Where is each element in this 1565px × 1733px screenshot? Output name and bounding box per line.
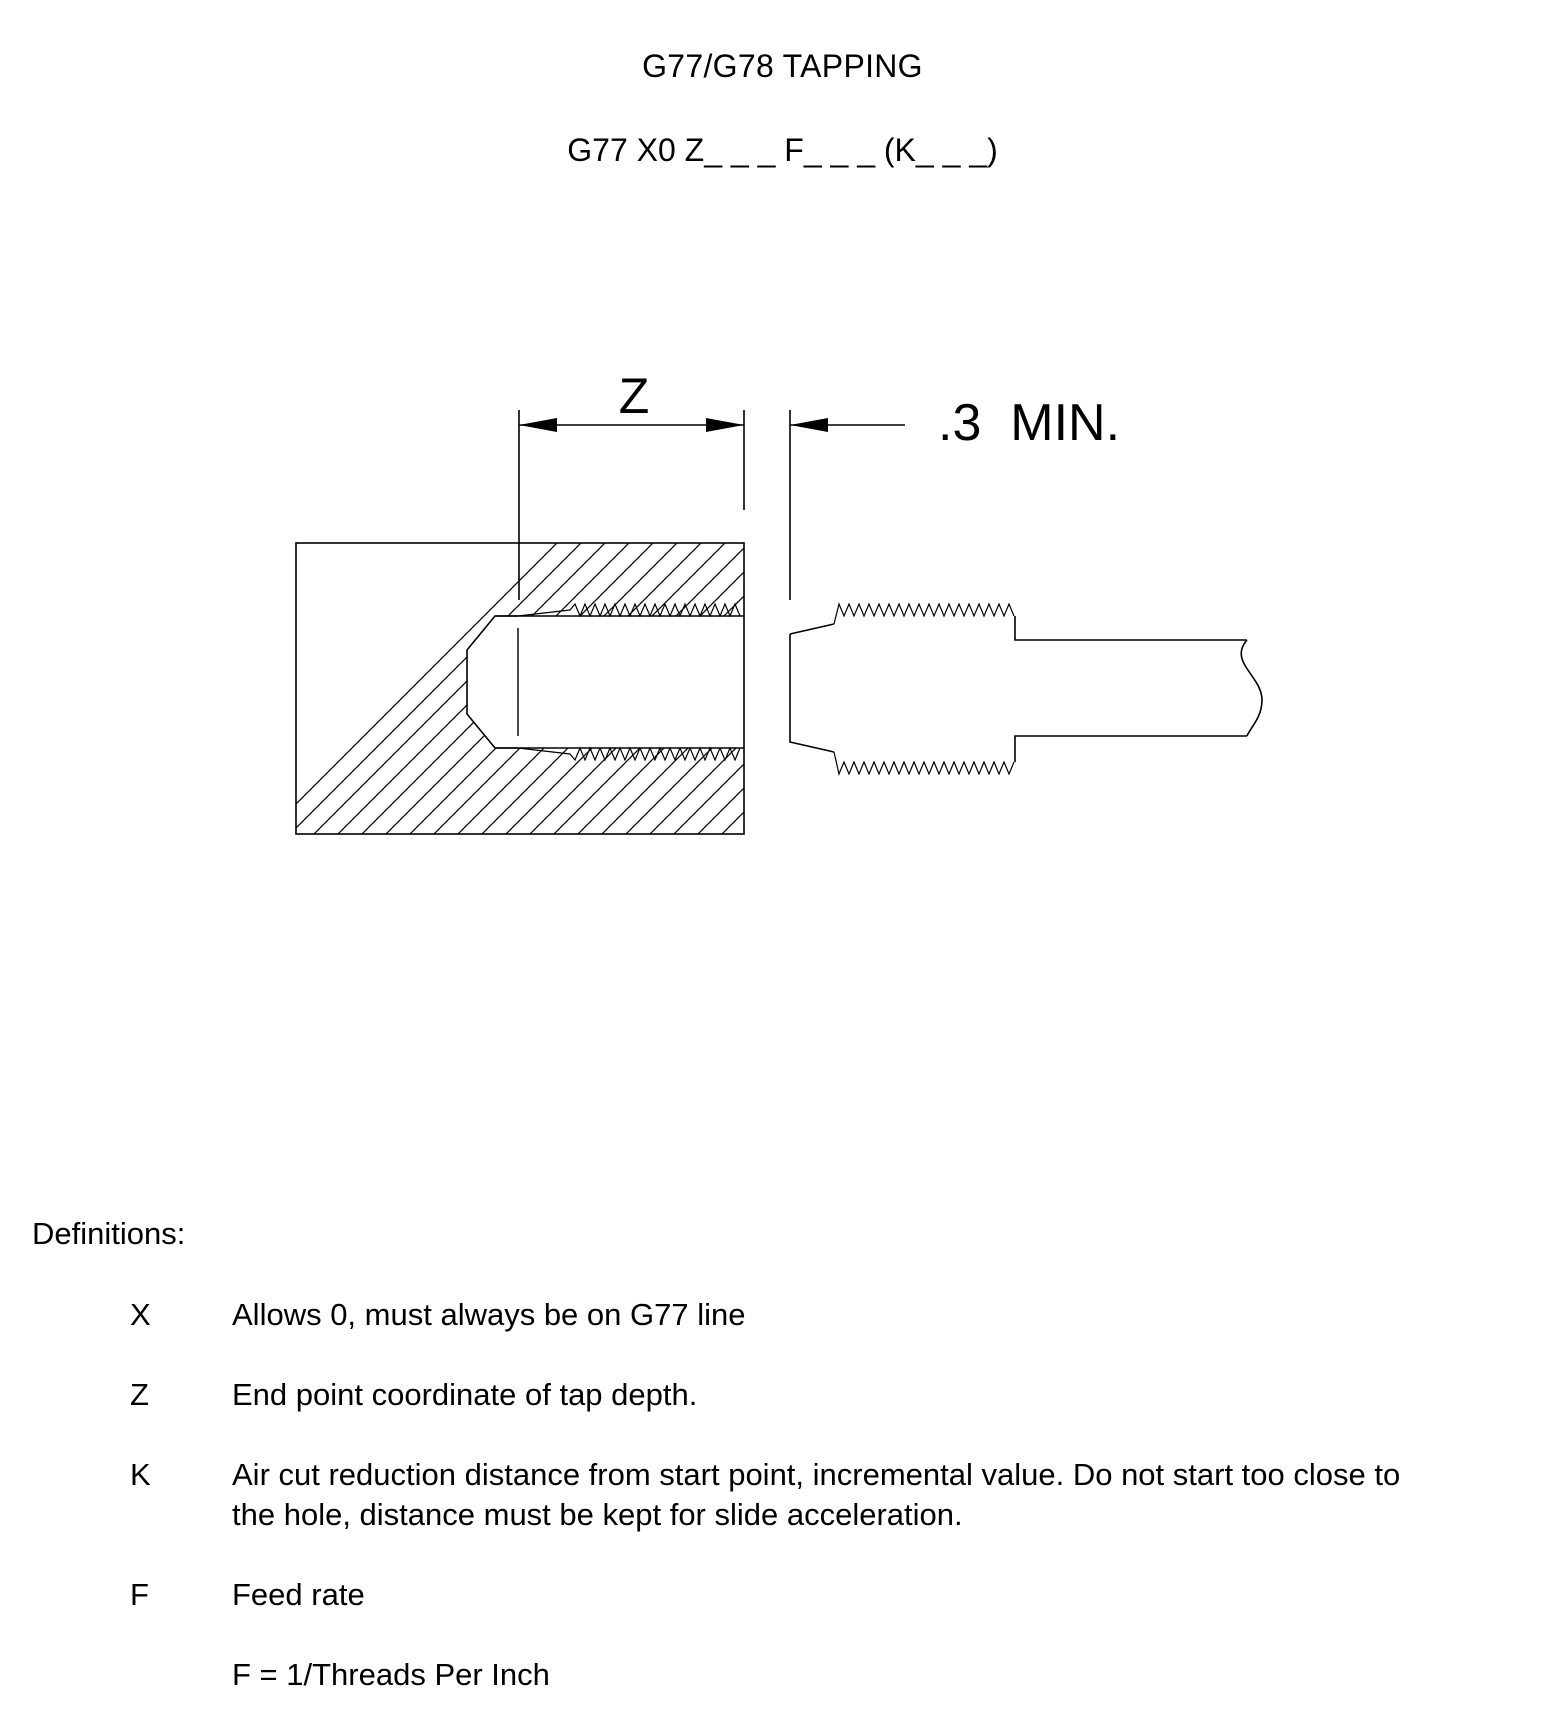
hatch-line xyxy=(908,540,1208,840)
hatch-line xyxy=(452,540,752,840)
definition-letter: X xyxy=(130,1297,151,1332)
hatch-line xyxy=(500,540,800,840)
hatch-line xyxy=(548,540,848,840)
z-arrow-right xyxy=(706,418,744,432)
definitions-heading: Definitions: xyxy=(32,1216,186,1251)
hatch-line xyxy=(404,540,704,840)
definition-line: Feed rate xyxy=(232,1577,365,1612)
hatch-line xyxy=(788,540,1088,840)
definition-line: Allows 0, must always be on G77 line xyxy=(232,1297,746,1332)
hatch-line xyxy=(308,540,608,840)
hatch-line xyxy=(860,540,1160,840)
hatch-line xyxy=(260,540,560,840)
drill-point-cone xyxy=(495,616,518,748)
hatch-line xyxy=(284,540,584,840)
hatch-line xyxy=(620,540,920,840)
tap-thread-top xyxy=(834,604,1014,624)
workpiece-outline xyxy=(296,543,744,834)
g77-syntax-line: G77 X0 Z_ _ _ F_ _ _ (K_ _ _) xyxy=(567,132,998,168)
definition-line: the hole, distance must be kept for slide acceleration. xyxy=(232,1497,963,1532)
tap-body-outline xyxy=(790,616,1247,762)
definition-text xyxy=(232,1455,1532,1535)
definition-text xyxy=(232,1295,1532,1335)
hatch-line xyxy=(884,540,1184,840)
z-dimension-label: Z xyxy=(618,368,650,424)
hatch-line xyxy=(836,540,1136,840)
drilled-hole-outline xyxy=(467,616,744,748)
hatch-line xyxy=(596,540,896,840)
clearance-dimension-label: .3 MIN. xyxy=(938,394,1121,452)
hatch-line xyxy=(380,540,680,840)
hatch-line xyxy=(428,540,728,840)
hatch-line xyxy=(740,540,1040,840)
hatch-line xyxy=(764,540,1064,840)
definition-letter: K xyxy=(130,1457,151,1492)
hatch-line xyxy=(812,540,1112,840)
definition-line: End point coordinate of tap depth. xyxy=(232,1377,698,1412)
clearance-arrow xyxy=(790,418,828,432)
definition-letter: F xyxy=(130,1577,149,1612)
hatch-line xyxy=(716,540,1016,840)
definition-text xyxy=(232,1375,1532,1415)
definition-line: Air cut reduction distance from start point, incremental value. Do not start too close to xyxy=(232,1457,1401,1492)
hatch-line xyxy=(692,540,992,840)
definition-text xyxy=(232,1575,1532,1615)
hatch-line xyxy=(956,540,1256,840)
hatch-line xyxy=(572,540,872,840)
definition-line: F = 1/Threads Per Inch xyxy=(232,1657,550,1692)
hatch-line xyxy=(332,540,632,840)
hatch-line xyxy=(476,540,776,840)
workpiece-hatching xyxy=(260,540,1280,840)
hatch-line xyxy=(932,540,1232,840)
hatch-line xyxy=(524,540,824,840)
hatch-line xyxy=(644,540,944,840)
hatch-line xyxy=(668,540,968,840)
page-title: G77/G78 TAPPING xyxy=(642,48,923,84)
definition-text xyxy=(232,1655,1532,1695)
tap-shank-break-line xyxy=(1241,640,1262,736)
hatch-line xyxy=(980,540,1280,840)
tap-thread-bottom xyxy=(834,752,1014,774)
z-arrow-left xyxy=(519,418,557,432)
hatch-line xyxy=(356,540,656,840)
definition-letter: Z xyxy=(130,1377,149,1412)
